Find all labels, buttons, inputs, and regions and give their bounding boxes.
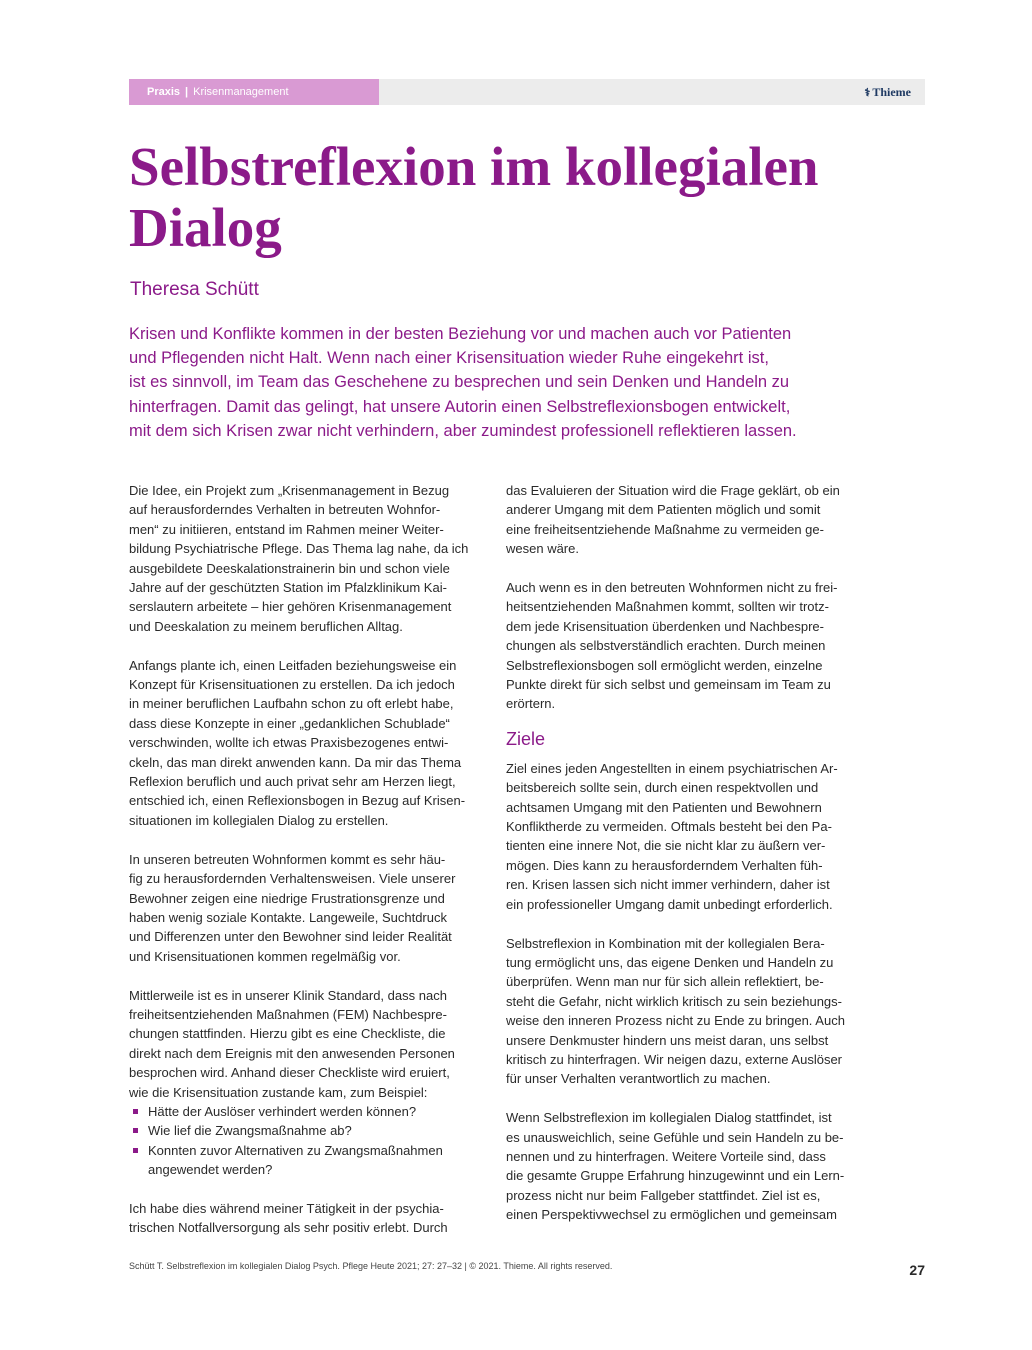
section-tab: [129, 79, 379, 105]
text-line: weise den inneren Prozess nicht zu Ende zu bringen. Auch: [506, 1013, 845, 1029]
text-line: besprochen wird. Anhand dieser Checkliste wird eruiert,: [129, 1065, 450, 1081]
text-line: prozess nicht nur beim Fallgeber stattfindet. Ziel ist es,: [506, 1187, 821, 1203]
list-item: [129, 1121, 469, 1140]
left-column: [129, 481, 469, 1238]
article-lead: [129, 322, 859, 443]
list-item: [129, 1102, 469, 1121]
footer-citation: Schütt T. Selbstreflexion im kollegialen Dialog Psych. Pflege Heute 2021; 27: 27–32 | © 2021. Thieme. All rights reserved.: [129, 1261, 613, 1271]
text-line: Selbstreflexion in Kombination mit der kollegialen Bera-: [506, 935, 825, 951]
text-line: tienten eine innere Not, die sie nicht klar zu äußern ver-: [506, 838, 826, 854]
paragraph-gap: [129, 830, 469, 849]
text-line: fig zu herausfordernden Verhaltensweisen. Viele unserer: [129, 871, 456, 887]
page-number: 27: [909, 1262, 925, 1278]
paragraph-gap: [129, 966, 469, 985]
paragraph-gap: [506, 1089, 846, 1108]
text-line: Selbstreflexionsbogen soll ermöglicht werden, einzelne: [506, 657, 823, 673]
paragraph: [129, 850, 469, 966]
text-line: erörtern.: [506, 696, 556, 712]
publisher-logo: [864, 79, 911, 105]
text-line: verschwinden, wollte ich etwas Praxisbezogenes entwi-: [129, 735, 449, 751]
list-item-text: Wie lief die Zwangsmaßnahme ab?: [148, 1123, 352, 1139]
lead-line: Krisen und Konflikte kommen in der besten Beziehung vor und machen auch vor Patienten: [129, 325, 792, 343]
text-line: Wenn Selbstreflexion im kollegialen Dialog stattfindet, ist: [506, 1110, 832, 1126]
text-line: Konfliktherde zu vermeiden. Oftmals besteht bei den Pa-: [506, 819, 832, 835]
text-line: beitsbereich sollte sein, durch einen respektvollen und: [506, 780, 819, 796]
text-line: es unausweichlich, seine Gefühle und sein Handeln zu be-: [506, 1129, 844, 1145]
text-line: für unser Verhalten verantwortlich zu machen.: [506, 1071, 771, 1087]
text-line: haben wenig soziale Kontakte. Langeweile, Suchtdruck: [129, 909, 447, 925]
list-item: [129, 1141, 469, 1160]
text-line: situationen im kollegialen Dialog zu erstellen.: [129, 812, 389, 828]
bullet-square-icon: [133, 1148, 138, 1153]
article-title: Selbstreflexion im kollegialen Dialog: [129, 136, 819, 258]
text-line: bildung Psychiatrische Pflege. Das Thema lag nahe, da ich: [129, 541, 469, 557]
paragraph: [129, 656, 469, 831]
text-line: eine freiheitsentziehende Maßnahme zu vermeiden ge-: [506, 521, 824, 537]
text-line: wesen wäre.: [506, 541, 579, 557]
text-line: und Differenzen unter den Bewohner sind leider Realität: [129, 929, 452, 945]
bullet-square-icon: [133, 1109, 138, 1114]
text-line: entschied ich, einen Reflexionsbogen in Bezug auf Krisen-: [129, 793, 466, 809]
text-line: Mittlerweile ist es in unserer Klinik Standard, dass nach: [129, 987, 447, 1003]
text-line: freiheitsentziehenden Maßnahmen (FEM) Nachbespre-: [129, 1006, 447, 1022]
bullet-square-icon: [133, 1128, 138, 1133]
list-item-continuation: angewendet werden?: [148, 1162, 273, 1178]
text-line: Anfangs plante ich, einen Leitfaden beziehungsweise ein: [129, 657, 457, 673]
text-line: Jahre auf der geschützten Station im Pfalzklinikum Kai-: [129, 580, 447, 596]
text-line: anderer Umgang mit dem Patienten möglich und somit: [506, 502, 821, 518]
section-separator: |: [185, 86, 189, 98]
paragraph-gap: [506, 914, 846, 933]
text-line: ausgebildete Deeskalationstrainerin bin und schon viele: [129, 560, 450, 576]
text-line: überprüfen. Wenn man nur für sich allein reflektiert, be-: [506, 974, 824, 990]
text-line: einen Perspektivwechsel zu ermöglichen und gemeinsam: [506, 1207, 837, 1223]
section-label: Praxis: [147, 86, 181, 98]
text-line: trischen Notfallversorgung als sehr positiv erlebt. Durch: [129, 1220, 448, 1236]
text-line: Ich habe dies während meiner Tätigkeit in der psychia-: [129, 1200, 444, 1216]
paragraph-gap: [129, 636, 469, 655]
publisher-name: Thieme: [872, 85, 911, 99]
thieme-logo-icon: ⚕: [864, 87, 871, 99]
right-column: [506, 481, 846, 1225]
paragraph: [506, 759, 846, 914]
text-line: und Deeskalation zu meinem beruflichen Alltag.: [129, 618, 403, 634]
bullet-list: [129, 1102, 469, 1180]
text-line: In unseren betreuten Wohnformen kommt es sehr häu-: [129, 851, 446, 867]
paragraph: [129, 1199, 469, 1238]
lead-line: hinterfragen. Damit das gelingt, hat unsere Autorin einen Selbstreflexionsbogen entwickelt,: [129, 397, 791, 416]
text-line: die gesamte Gruppe Erfahrung hinzugewinnt und ein Lern-: [506, 1168, 845, 1184]
text-line: chungen als selbstverständlich erachten. Durch meinen: [506, 638, 826, 654]
lead-line: und Pflegenden nicht Halt. Wenn nach einer Krisensituation wieder Ruhe eingekehrt ist,: [129, 349, 769, 368]
paragraph: [506, 481, 846, 559]
text-line: ckeln, das man direkt anwenden kann. Da mir das Thema: [129, 754, 462, 770]
text-line: achtsamen Umgang mit den Patienten und Bewohnern: [506, 799, 822, 815]
text-line: serslautern arbeitete – hier gehören Krisenmanagement: [129, 599, 452, 615]
text-line: men“ zu initiieren, entstand im Rahmen meiner Weiter-: [129, 521, 444, 537]
text-line: ein professioneller Umgang damit unbedingt erforderlich.: [506, 896, 833, 912]
text-line: Konzept für Krisensituationen zu erstellen. Da ich jedoch: [129, 677, 455, 693]
text-line: in meiner beruflichen Laufbahn schon zu oft erlebt habe,: [129, 696, 454, 712]
paragraph: [506, 1108, 846, 1224]
list-item-text: Konnten zuvor Alternativen zu Zwangsmaßnahmen: [148, 1142, 443, 1158]
header-bar: [129, 79, 925, 105]
article-author: Theresa Schütt: [130, 279, 259, 300]
text-line: Bewohner zeigen eine niedrige Frustrationsgrenze und: [129, 890, 445, 906]
text-line: auf herausforderndes Verhalten in betreuten Wohnfor-: [129, 502, 441, 518]
text-line: heitsentziehenden Maßnahmen kommt, sollten wir trotz-: [506, 599, 829, 615]
text-line: wie die Krisensituation zustande kam, zum Beispiel:: [129, 1084, 428, 1100]
paragraph-gap: [129, 1180, 469, 1199]
paragraph: [129, 986, 469, 1102]
text-line: direkt nach dem Ereignis mit den anwesenden Personen: [129, 1045, 455, 1061]
text-line: Ziel eines jeden Angestellten in einem psychiatrischen Ar-: [506, 760, 838, 776]
text-line: steht die Gefahr, nicht wirklich kritisch zu sein beziehungs-: [506, 993, 842, 1009]
section-heading: Ziele: [506, 728, 546, 749]
paragraph: [506, 578, 846, 714]
text-line: Die Idee, ein Projekt zum „Krisenmanagement in Bezug: [129, 483, 450, 498]
lead-line: mit dem sich Krisen zwar nicht verhindern, aber zumindest professionell reflektieren lassen.: [129, 421, 797, 440]
text-line: nennen und zu hinterfragen. Weitere Vorteile sind, dass: [506, 1148, 826, 1164]
text-line: Auch wenn es in den betreuten Wohnformen nicht zu frei-: [506, 580, 838, 596]
text-line: Punkte direkt für sich selbst und gemeinsam im Team zu: [506, 677, 831, 693]
section-topic: Krisenmanagement: [193, 86, 289, 98]
text-line: dem jede Krisensituation überdenken und Nachbespre-: [506, 618, 824, 634]
text-line: Reflexion beruflich und auch privat sehr am Herzen liegt,: [129, 774, 456, 790]
paragraph: [129, 481, 469, 636]
text-line: dass diese Konzepte in einer „gedanklichen Schublade“: [129, 715, 450, 731]
lead-line: ist es sinnvoll, im Team das Geschehene zu besprechen und sein Denken und Handeln zu: [129, 373, 790, 392]
text-line: ren. Krisen lassen sich nicht immer verhindern, daher ist: [506, 877, 830, 893]
text-line: und Krisensituationen kommen regelmäßig vor.: [129, 948, 401, 964]
text-line: chungen stattfinden. Hierzu gibt es eine Checkliste, die: [129, 1026, 446, 1042]
text-line: mögen. Dies kann zu herausforderndem Verhalten füh-: [506, 857, 823, 873]
text-line: das Evaluieren der Situation wird die Frage geklärt, ob ein: [506, 483, 840, 498]
paragraph: [506, 934, 846, 1089]
text-line: kritisch zu hinterfragen. Wir neigen dazu, externe Auslöser: [506, 1051, 843, 1067]
list-item-text: Hätte der Auslöser verhindert werden können?: [148, 1103, 417, 1119]
text-line: unsere Denkmuster hindern uns meist daran, uns selbst: [506, 1032, 829, 1048]
paragraph-gap: [506, 559, 846, 578]
text-line: tung ermöglicht uns, das eigene Denken und Handeln zu: [506, 954, 834, 970]
